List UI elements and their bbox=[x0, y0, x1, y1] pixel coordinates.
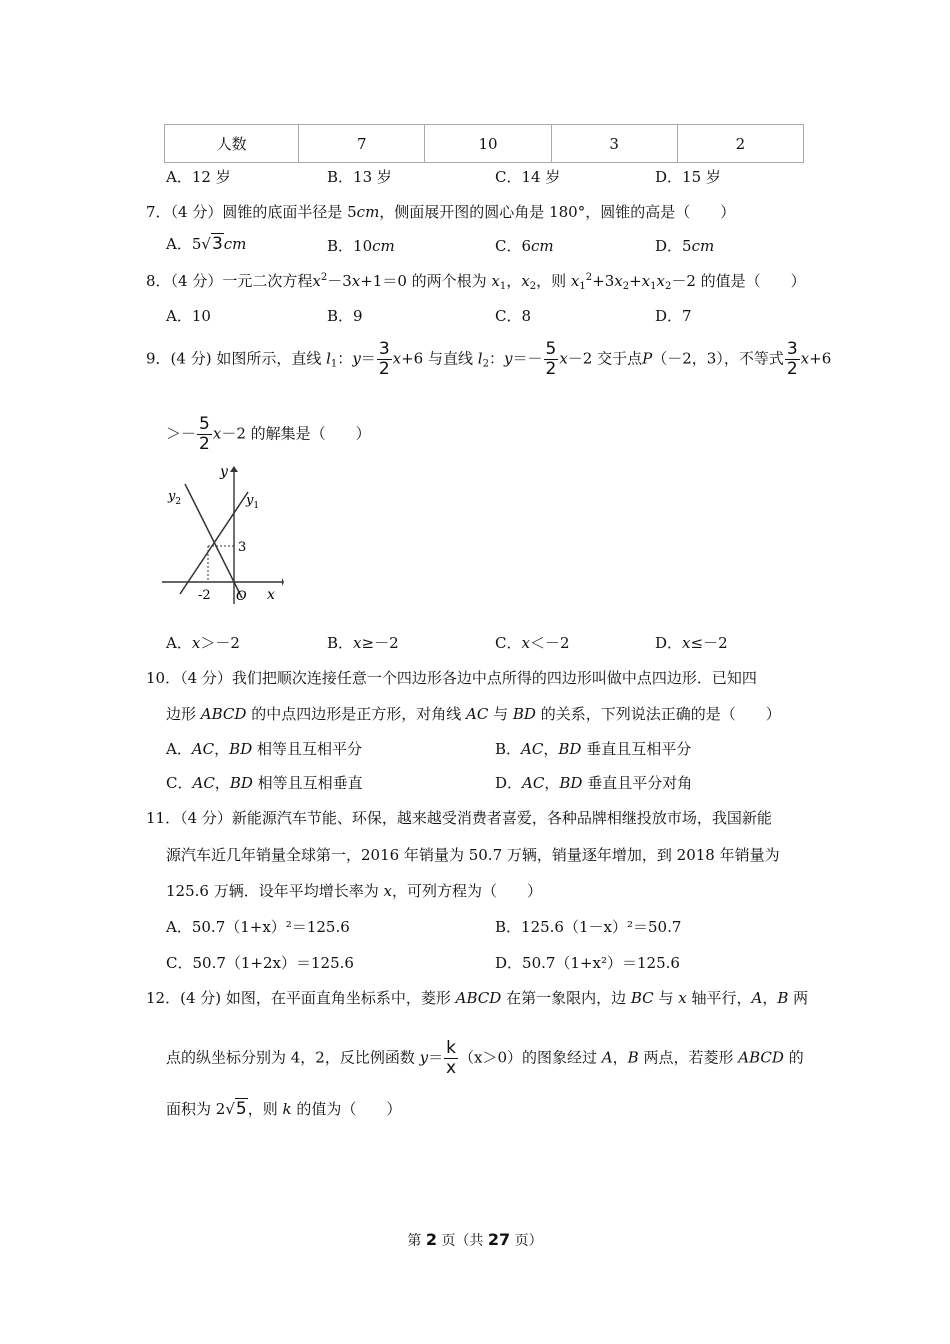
q10-stem-line2: 边形 ABCD 的中点四边形是正方形，对角线 AC 与 BD 的关系，下列说法正确的是（ ） bbox=[166, 705, 781, 723]
q8-option-b[interactable]: B．9 bbox=[327, 307, 363, 325]
q7-stem: 7．（4 分）圆锥的底面半径是 5cm，侧面展开图的圆心角是 180°，圆锥的高是（ ） bbox=[146, 203, 736, 221]
q9-option-c[interactable]: C．x＜－2 bbox=[495, 634, 570, 652]
q7-option-b[interactable]: B．10cm bbox=[327, 237, 395, 255]
table-row bbox=[165, 125, 804, 163]
y-axis-arrow bbox=[230, 466, 238, 472]
fraction: $\frac{3}{2}$ bbox=[786, 339, 798, 379]
table-cell: 7 bbox=[299, 125, 425, 163]
q9-option-b[interactable]: B．x≥－2 bbox=[327, 634, 399, 652]
q9-option-d[interactable]: D．x≤－2 bbox=[655, 634, 728, 652]
q11-option-b[interactable]: B．125.6（1－x）²＝50.7 bbox=[495, 918, 682, 936]
q11-option-c[interactable]: C．50.7（1+2x）＝125.6 bbox=[166, 954, 354, 972]
q6-option-c[interactable]: C．14 岁 bbox=[495, 168, 561, 186]
origin-label: O bbox=[236, 589, 247, 604]
q11-stem-line1: 11．（4 分）新能源汽车节能、环保，越来越受消费者喜爱，各种品牌相继投放市场，我国新能 bbox=[146, 809, 772, 827]
fraction: $\frac{5}{2}$ bbox=[199, 414, 210, 454]
q10-option-c[interactable]: C．AC，BD 相等且互相垂直 bbox=[166, 774, 363, 792]
q7-option-d[interactable]: D．5cm bbox=[655, 237, 715, 255]
page-number: 2 bbox=[425, 1230, 437, 1249]
q6-option-b[interactable]: B．13 岁 bbox=[327, 168, 392, 186]
q8-option-c[interactable]: C．8 bbox=[495, 307, 532, 325]
fraction: $\frac{3}{2}$ bbox=[378, 339, 390, 379]
q10-option-d[interactable]: D．AC，BD 垂直且平分对角 bbox=[495, 774, 693, 792]
q7-option-a[interactable]: A．5√3cm bbox=[166, 234, 247, 254]
q11-stem-line3: 125.6 万辆．设年平均增长率为 x，可列方程为（ ） bbox=[166, 882, 542, 900]
q12-stem-line2: 点的纵坐标分别为 4，2，反比例函数 y＝ $\frac{k}{x}$ （x＞0）的图象经过 A，B 两点，若菱形 ABCD 的 bbox=[166, 1038, 804, 1078]
q6-option-d[interactable]: D．15 岁 bbox=[655, 168, 721, 186]
q9-stem-line1: 9．(4 分) 如图所示，直线 $l_1$：y＝ $\frac{3}{2}$ x+6 与直线 $l_2$：y＝－ $\frac{5}{2}$ x－2 交于点P（－2，3），不等式 $\frac{3}{2}$ x+6 bbox=[146, 339, 832, 379]
q10-stem-line1: 10．（4 分）我们把顺次连接任意一个四边形各边中点所得的四边形叫做中点四边形．已知四 bbox=[146, 669, 757, 687]
sqrt-symbol: √5 bbox=[225, 1099, 247, 1119]
q11-stem-line2: 源汽车近几年销量全球第一，2016 年销量为 50.7 万辆，销量逐年增加，到 2018 年销量为 bbox=[166, 846, 780, 864]
q8-option-d[interactable]: D．7 bbox=[655, 307, 692, 325]
table-cell: 3 bbox=[551, 125, 677, 163]
table-cell: 2 bbox=[677, 125, 803, 163]
tick-3: 3 bbox=[238, 540, 247, 555]
q6-option-a[interactable]: A．12 岁 bbox=[166, 168, 231, 186]
q10-option-b[interactable]: B．AC，BD 垂直且互相平分 bbox=[495, 740, 692, 758]
x-label: x bbox=[267, 587, 275, 603]
q12-stem-line1: 12．(4 分) 如图，在平面直角坐标系中，菱形 ABCD 在第一象限内，边 BC 与 x 轴平行，A，B 两 bbox=[146, 989, 809, 1007]
q9-graph bbox=[160, 462, 285, 608]
q8-option-a[interactable]: A．10 bbox=[166, 307, 211, 325]
y1-label: $y_1$ bbox=[246, 493, 260, 511]
q10-option-a[interactable]: A．AC，BD 相等且互相平分 bbox=[166, 740, 363, 758]
age-distribution-table bbox=[164, 124, 804, 163]
fraction: $\frac{k}{x}$ bbox=[446, 1038, 457, 1078]
q8-stem: 8．（4 分）一元二次方程$x^2-3x+1=0$ 的两个根为 $x_1$，$x_2$，则 $x_1^2+3x_2+x_1x_2-2$ 的值是（ ） bbox=[146, 272, 806, 292]
sqrt-symbol: √3 bbox=[201, 234, 223, 254]
q11-option-d[interactable]: D．50.7（1+x²）＝125.6 bbox=[495, 954, 680, 972]
table-cell: 10 bbox=[425, 125, 551, 163]
page-footer: 第 2 页（共 27 页） bbox=[407, 1230, 543, 1249]
y2-label: $y_2$ bbox=[168, 489, 182, 507]
q12-stem-line3: 面积为 2√5，则 k 的值为（ ） bbox=[166, 1099, 402, 1119]
tick-minus-2: -2 bbox=[198, 588, 211, 603]
q7-option-c[interactable]: C．6cm bbox=[495, 237, 554, 255]
q9-stem-line2: ＞－ $\frac{5}{2}$ x－2 的解集是（ ） bbox=[166, 414, 371, 454]
x-axis-arrow bbox=[282, 578, 284, 586]
y-label: y bbox=[220, 464, 228, 480]
q9-option-a[interactable]: A．x＞－2 bbox=[166, 634, 240, 652]
table-row-label: 人数 bbox=[165, 125, 299, 163]
fraction: $\frac{5}{2}$ bbox=[545, 339, 557, 379]
page-total: 27 bbox=[487, 1230, 511, 1249]
q11-option-a[interactable]: A．50.7（1+x）²＝125.6 bbox=[166, 918, 350, 936]
